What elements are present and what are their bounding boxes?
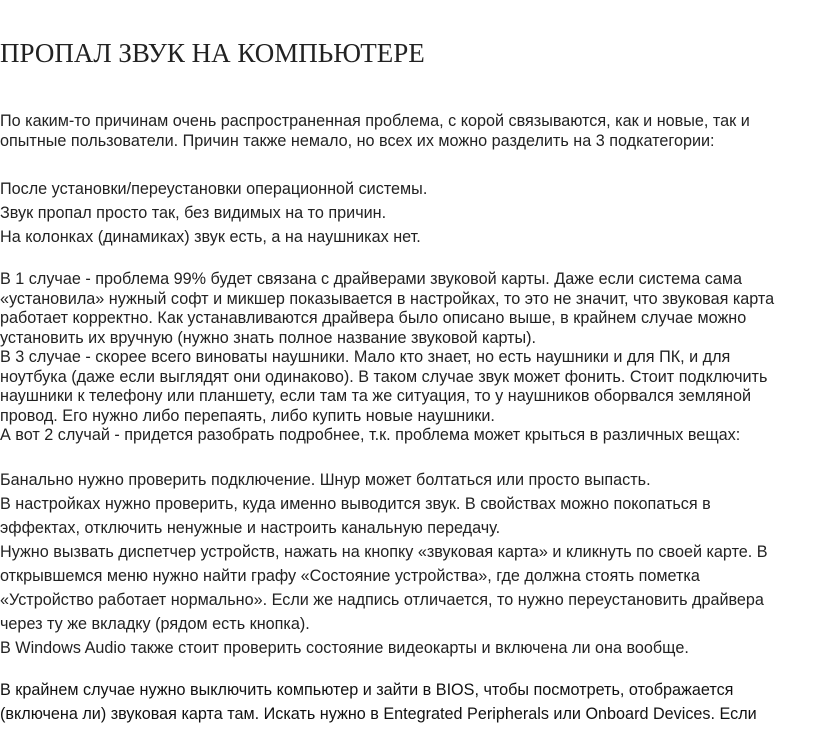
step-line: В Windows Audio также стоит проверить состояние видеокарты и включена ли она вообще. bbox=[0, 639, 689, 657]
category-item: На колонках (динамиках) звук есть, а на наушниках нет. bbox=[0, 228, 421, 246]
steps-block bbox=[0, 468, 800, 660]
intro-paragraph bbox=[0, 112, 800, 151]
intro-line: По каким-то причинам очень распространенная проблема, с корой связываются, как и новые, так и bbox=[0, 112, 750, 130]
explanation-line: В 1 случае - проблема 99% будет связана с драйверами звуковой карты. Даже если система сама bbox=[0, 270, 742, 288]
final-paragraph bbox=[0, 678, 800, 726]
explanation-line: «установила» нужный софт и микшер показывается в настройках, то это не значит, что звуковая карта bbox=[0, 289, 775, 308]
explanation-line: ноутбука (даже если выглядят они одинаково). В таком случае звук может фонить. Стоит подключить bbox=[0, 367, 768, 386]
categories-list bbox=[0, 177, 800, 249]
explanation-line: А вот 2 случай - придется разобрать подробнее, т.к. проблема может крыться в различных вещах: bbox=[0, 426, 741, 444]
category-item: Звук пропал просто так, без видимых на то причин. bbox=[0, 204, 387, 222]
explanation-line: установить их вручную (нужно знать полное название звуковой карты). bbox=[0, 328, 537, 347]
step-line: эффектах, отключить ненужные и настроить канальную передачу. bbox=[0, 519, 501, 537]
final-line: В крайнем случае нужно выключить компьютер и зайти в BIOS, чтобы посмотреть, отображается bbox=[0, 681, 734, 699]
step-line: открывшемся меню нужно найти графу «Состояние устройства», где должна стоять пометка bbox=[0, 567, 700, 585]
explanation-line: В 3 случае - скорее всего виноваты наушники. Мало кто знает, но есть наушники и для ПК, и для bbox=[0, 348, 731, 366]
page-title: ПРОПАЛ ЗВУК НА КОМПЬЮТЕРЕ bbox=[0, 38, 425, 68]
final-line: (включена ли) звуковая карта там. Искать нужно в Entegrated Peripherals или Onboard Devices. Если bbox=[0, 705, 757, 723]
step-line: В настройках нужно проверить, куда именно выводится звук. В свойствах можно покопаться в bbox=[0, 495, 711, 513]
step-line: Нужно вызвать диспетчер устройств, нажать на кнопку «звуковая карта» и кликнуть по своей карте. В bbox=[0, 543, 768, 561]
step-line: «Устройство работает нормально». Если же надпись отличается, то нужно переустановить драйвера bbox=[0, 591, 764, 609]
explanation-line: работает корректно. Как устанавливаются драйвера было описано выше, в крайнем случае можно bbox=[0, 309, 747, 327]
step-line: Банально нужно проверить подключение. Шнур может болтаться или просто выпасть. bbox=[0, 471, 651, 489]
explanation-line: провод. Его нужно либо перепаять, либо купить новые наушники. bbox=[0, 406, 495, 425]
explanation-paragraph bbox=[0, 270, 800, 446]
explanation-line: наушники к телефону или планшету, если там та же ситуация, то у наушников оборвался земляной bbox=[0, 387, 752, 405]
intro-line: опытные пользователи. Причин также немало, но всех их можно разделить на 3 подкатегории: bbox=[0, 131, 715, 150]
step-line: через ту же вкладку (рядом есть кнопка). bbox=[0, 615, 310, 633]
category-item: После установки/переустановки операционной системы. bbox=[0, 180, 428, 198]
